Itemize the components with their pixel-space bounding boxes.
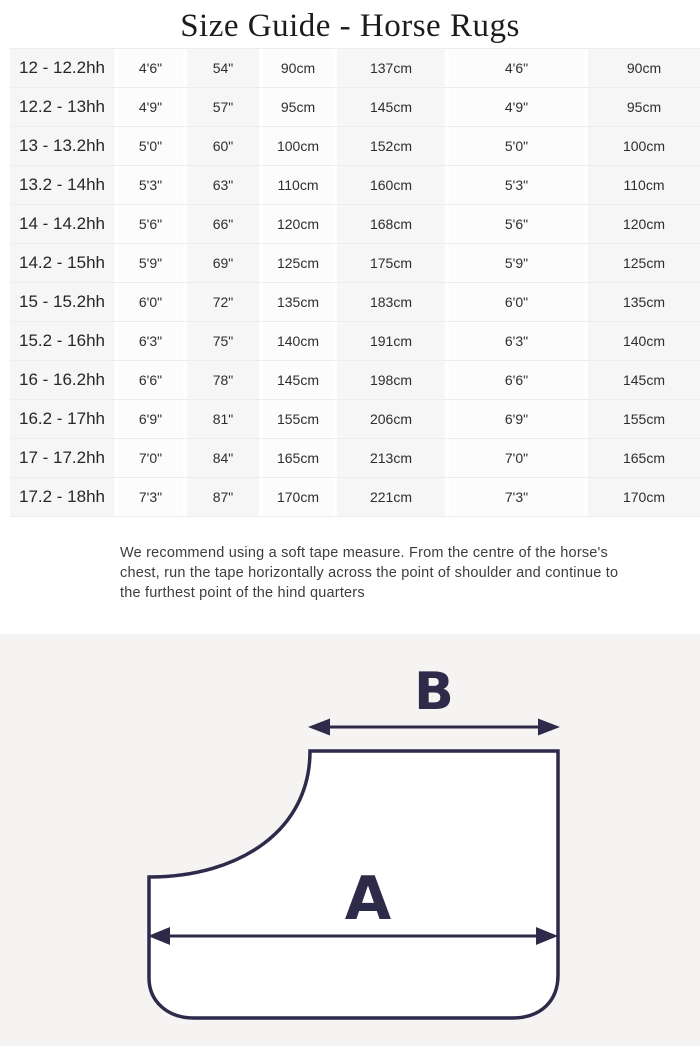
measurement-diagram (0, 634, 700, 1046)
table-row (10, 283, 700, 322)
diagram-label-b: B (414, 662, 454, 722)
table-cell: 165cm (588, 439, 700, 477)
table-cell: 5'3" (118, 166, 183, 204)
table-cell: 17 - 17.2hh (10, 439, 114, 477)
measure-note: We recommend using a soft tape measure. From the centre of the horse's chest, run the tape horizontally across the point of shoulder and continue to the furthest point of the hind quarters (120, 545, 619, 601)
arrow-b-right-head-icon (538, 719, 560, 736)
table-cell: 155cm (263, 400, 333, 438)
table-cell: 135cm (263, 283, 333, 321)
table-cell: 120cm (588, 205, 700, 243)
table-cell: 5'0" (449, 127, 584, 165)
table-row (10, 439, 700, 478)
table-cell: 145cm (588, 361, 700, 399)
table-cell: 13.2 - 14hh (10, 166, 114, 204)
table-cell: 140cm (263, 322, 333, 360)
table-cell: 213cm (337, 439, 445, 477)
table-row (10, 49, 700, 88)
table-cell: 140cm (588, 322, 700, 360)
table-row (10, 244, 700, 283)
table-cell: 5'6" (118, 205, 183, 243)
table-cell: 72" (187, 283, 259, 321)
table-cell: 120cm (263, 205, 333, 243)
table-cell: 137cm (337, 49, 445, 87)
table-cell: 7'0" (449, 439, 584, 477)
table-cell: 183cm (337, 283, 445, 321)
table-cell: 90cm (588, 49, 700, 87)
table-cell: 5'0" (118, 127, 183, 165)
size-table (10, 48, 700, 517)
table-cell: 7'3" (449, 478, 584, 516)
table-cell: 145cm (337, 88, 445, 126)
table-cell: 4'9" (118, 88, 183, 126)
table-cell: 15 - 15.2hh (10, 283, 114, 321)
arrow-b-left-head-icon (308, 719, 330, 736)
table-cell: 6'0" (449, 283, 584, 321)
table-row (10, 166, 700, 205)
rug-diagram-svg (0, 634, 700, 1046)
table-row (10, 127, 700, 166)
table-cell: 16.2 - 17hh (10, 400, 114, 438)
table-cell: 12 - 12.2hh (10, 49, 114, 87)
table-cell: 16 - 16.2hh (10, 361, 114, 399)
table-cell: 198cm (337, 361, 445, 399)
table-cell: 95cm (263, 88, 333, 126)
table-cell: 125cm (263, 244, 333, 282)
table-cell: 7'3" (118, 478, 183, 516)
table-cell: 170cm (263, 478, 333, 516)
table-cell: 110cm (263, 166, 333, 204)
table-cell: 84" (187, 439, 259, 477)
table-cell: 5'3" (449, 166, 584, 204)
table-row (10, 88, 700, 127)
table-cell: 100cm (588, 127, 700, 165)
table-cell: 60" (187, 127, 259, 165)
table-cell: 75" (187, 322, 259, 360)
table-cell: 206cm (337, 400, 445, 438)
table-cell: 125cm (588, 244, 700, 282)
table-cell: 7'0" (118, 439, 183, 477)
table-cell: 57" (187, 88, 259, 126)
table-cell: 110cm (588, 166, 700, 204)
table-cell: 14.2 - 15hh (10, 244, 114, 282)
table-cell: 81" (187, 400, 259, 438)
table-cell: 165cm (263, 439, 333, 477)
table-cell: 78" (187, 361, 259, 399)
table-row (10, 205, 700, 244)
table-cell: 160cm (337, 166, 445, 204)
table-cell: 6'9" (449, 400, 584, 438)
table-cell: 87" (187, 478, 259, 516)
table-cell: 4'6" (118, 49, 183, 87)
table-cell: 6'6" (449, 361, 584, 399)
table-cell: 6'9" (118, 400, 183, 438)
table-row (10, 400, 700, 439)
table-cell: 100cm (263, 127, 333, 165)
table-cell: 191cm (337, 322, 445, 360)
table-cell: 5'9" (449, 244, 584, 282)
table-cell: 13 - 13.2hh (10, 127, 114, 165)
table-cell: 15.2 - 16hh (10, 322, 114, 360)
table-cell: 95cm (588, 88, 700, 126)
page-title: Size Guide - Horse Rugs (180, 8, 520, 44)
table-cell: 170cm (588, 478, 700, 516)
table-cell: 90cm (263, 49, 333, 87)
table-cell: 4'6" (449, 49, 584, 87)
table-cell: 66" (187, 205, 259, 243)
table-cell: 135cm (588, 283, 700, 321)
table-cell: 4'9" (449, 88, 584, 126)
table-cell: 152cm (337, 127, 445, 165)
table-cell: 221cm (337, 478, 445, 516)
table-row (10, 322, 700, 361)
table-row (10, 361, 700, 400)
diagram-label-a: A (344, 864, 392, 934)
table-cell: 175cm (337, 244, 445, 282)
table-cell: 168cm (337, 205, 445, 243)
table-cell: 54" (187, 49, 259, 87)
table-cell: 12.2 - 13hh (10, 88, 114, 126)
table-cell: 6'0" (118, 283, 183, 321)
table-cell: 69" (187, 244, 259, 282)
table-cell: 6'3" (118, 322, 183, 360)
table-cell: 5'9" (118, 244, 183, 282)
table-cell: 155cm (588, 400, 700, 438)
table-row (10, 478, 700, 517)
table-cell: 5'6" (449, 205, 584, 243)
table-cell: 14 - 14.2hh (10, 205, 114, 243)
table-cell: 17.2 - 18hh (10, 478, 114, 516)
table-cell: 6'3" (449, 322, 584, 360)
table-cell: 63" (187, 166, 259, 204)
table-cell: 145cm (263, 361, 333, 399)
table-cell: 6'6" (118, 361, 183, 399)
